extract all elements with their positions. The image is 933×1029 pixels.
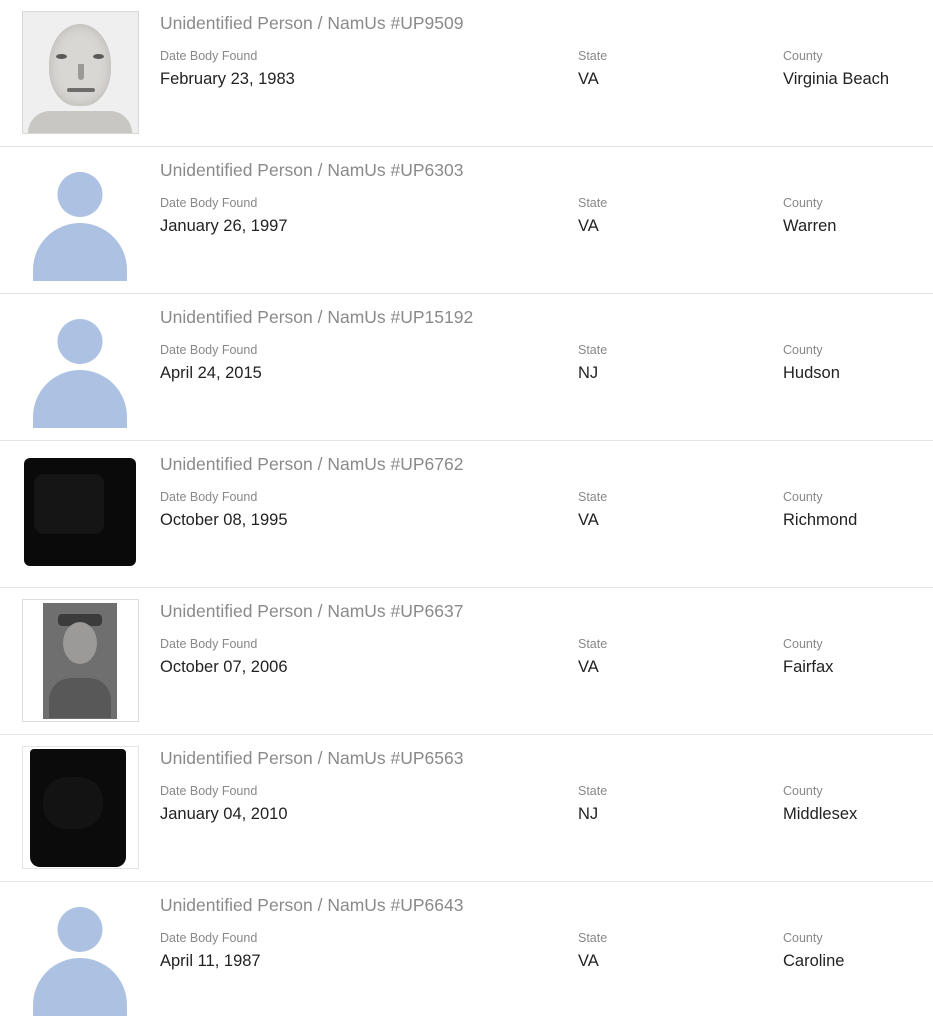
field-date-body-found xyxy=(160,342,578,384)
field-value-county: Warren xyxy=(783,217,837,235)
case-thumbnail-sketch[interactable] xyxy=(22,11,139,134)
field-label-county: County xyxy=(783,196,823,210)
field-date-body-found xyxy=(160,930,578,972)
case-fields xyxy=(160,195,913,237)
field-value-state: VA xyxy=(578,70,599,88)
field-value-county: Richmond xyxy=(783,511,858,529)
field-value-county: Middlesex xyxy=(783,805,858,823)
field-county xyxy=(783,195,913,237)
field-value-date-body-found: April 11, 1987 xyxy=(160,952,261,970)
field-county xyxy=(783,342,913,384)
field-value-county: Virginia Beach xyxy=(783,70,890,88)
field-date-body-found xyxy=(160,783,578,825)
case-thumbnail-cell xyxy=(0,147,160,281)
field-value-state: NJ xyxy=(578,364,599,382)
field-label-date-body-found: Date Body Found xyxy=(160,343,258,357)
field-label-county: County xyxy=(783,784,823,798)
case-thumbnail-photo[interactable] xyxy=(22,452,139,575)
field-county xyxy=(783,489,913,531)
field-value-county: Fairfax xyxy=(783,658,834,676)
field-label-date-body-found: Date Body Found xyxy=(160,490,258,504)
case-info-cell xyxy=(160,147,933,237)
field-value-date-body-found: October 08, 1995 xyxy=(160,511,288,529)
field-label-state: State xyxy=(578,931,608,945)
field-value-county: Hudson xyxy=(783,364,840,382)
field-value-date-body-found: February 23, 1983 xyxy=(160,70,295,88)
field-label-state: State xyxy=(578,784,608,798)
field-label-county: County xyxy=(783,49,823,63)
field-label-county: County xyxy=(783,931,823,945)
field-label-state: State xyxy=(578,637,608,651)
field-value-state: VA xyxy=(578,511,599,529)
field-label-state: State xyxy=(578,49,608,63)
case-fields xyxy=(160,783,913,825)
field-label-county: County xyxy=(783,490,823,504)
case-result-row[interactable] xyxy=(0,735,933,882)
field-label-date-body-found: Date Body Found xyxy=(160,784,258,798)
case-result-row[interactable] xyxy=(0,294,933,441)
case-info-cell xyxy=(160,588,933,678)
field-value-date-body-found: January 26, 1997 xyxy=(160,217,288,235)
field-date-body-found xyxy=(160,195,578,237)
case-result-row[interactable] xyxy=(0,882,933,1029)
person-silhouette-icon[interactable] xyxy=(22,305,139,428)
case-title-link[interactable]: Unidentified Person / NamUs #UP9509 xyxy=(160,13,464,33)
field-value-date-body-found: April 24, 2015 xyxy=(160,364,262,382)
field-county xyxy=(783,48,913,90)
field-label-date-body-found: Date Body Found xyxy=(160,49,258,63)
field-county xyxy=(783,930,913,972)
field-state xyxy=(578,930,783,972)
person-silhouette-icon[interactable] xyxy=(22,893,139,1016)
field-label-county: County xyxy=(783,637,823,651)
field-label-state: State xyxy=(578,196,608,210)
field-label-date-body-found: Date Body Found xyxy=(160,196,258,210)
case-info-cell xyxy=(160,0,933,90)
field-value-date-body-found: January 04, 2010 xyxy=(160,805,288,823)
field-date-body-found xyxy=(160,489,578,531)
field-value-county: Caroline xyxy=(783,952,845,970)
field-county xyxy=(783,783,913,825)
field-label-state: State xyxy=(578,343,608,357)
case-title-link[interactable]: Unidentified Person / NamUs #UP15192 xyxy=(160,307,474,327)
case-title-link[interactable]: Unidentified Person / NamUs #UP6563 xyxy=(160,748,464,768)
case-result-row[interactable] xyxy=(0,147,933,294)
case-fields xyxy=(160,48,913,90)
field-value-state: VA xyxy=(578,658,599,676)
case-thumbnail-cell xyxy=(0,735,160,869)
case-info-cell xyxy=(160,882,933,972)
field-value-state: VA xyxy=(578,217,599,235)
case-info-cell xyxy=(160,441,933,531)
case-thumbnail-cell xyxy=(0,588,160,722)
case-title-link[interactable]: Unidentified Person / NamUs #UP6762 xyxy=(160,454,464,474)
case-title-link[interactable]: Unidentified Person / NamUs #UP6637 xyxy=(160,601,464,621)
field-state xyxy=(578,489,783,531)
case-result-row[interactable] xyxy=(0,0,933,147)
case-thumbnail-photo[interactable] xyxy=(22,599,139,722)
case-thumbnail-cell xyxy=(0,882,160,1016)
field-date-body-found xyxy=(160,636,578,678)
field-label-county: County xyxy=(783,343,823,357)
field-state xyxy=(578,342,783,384)
field-state xyxy=(578,195,783,237)
field-label-state: State xyxy=(578,490,608,504)
person-silhouette-icon[interactable] xyxy=(22,158,139,281)
field-state xyxy=(578,783,783,825)
case-info-cell xyxy=(160,294,933,384)
case-fields xyxy=(160,342,913,384)
field-value-date-body-found: October 07, 2006 xyxy=(160,658,288,676)
field-value-state: VA xyxy=(578,952,599,970)
case-fields xyxy=(160,636,913,678)
field-date-body-found xyxy=(160,48,578,90)
field-label-date-body-found: Date Body Found xyxy=(160,931,258,945)
case-result-row[interactable] xyxy=(0,588,933,735)
case-result-row[interactable] xyxy=(0,441,933,588)
field-state xyxy=(578,636,783,678)
field-state xyxy=(578,48,783,90)
field-label-date-body-found: Date Body Found xyxy=(160,637,258,651)
case-title-link[interactable]: Unidentified Person / NamUs #UP6643 xyxy=(160,895,464,915)
case-fields xyxy=(160,489,913,531)
case-fields xyxy=(160,930,913,972)
case-thumbnail-photo[interactable] xyxy=(22,746,139,869)
case-title-link[interactable]: Unidentified Person / NamUs #UP6303 xyxy=(160,160,464,180)
case-thumbnail-cell xyxy=(0,294,160,428)
case-thumbnail-cell xyxy=(0,0,160,134)
case-thumbnail-cell xyxy=(0,441,160,575)
case-info-cell xyxy=(160,735,933,825)
field-value-state: NJ xyxy=(578,805,599,823)
field-county xyxy=(783,636,913,678)
